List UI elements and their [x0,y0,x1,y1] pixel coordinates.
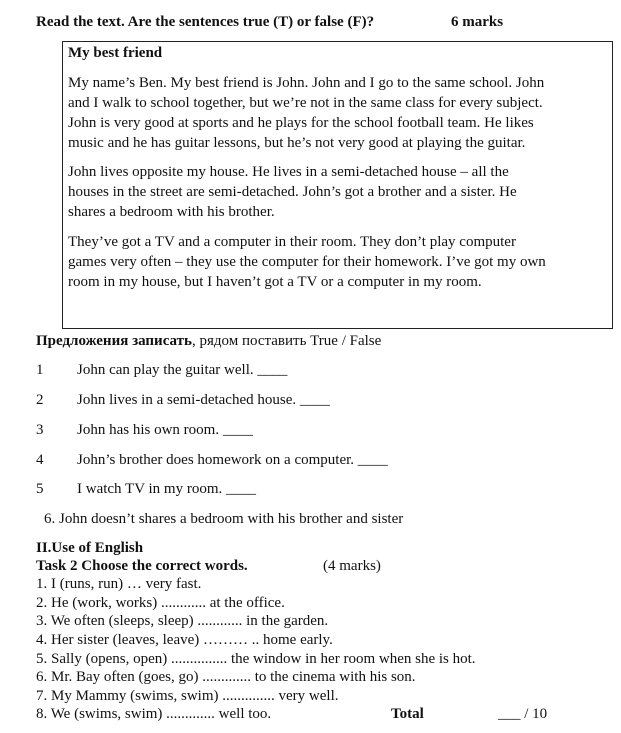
exercise-item: 1. I (runs, run) … very fast. [36,576,202,592]
paragraph-3 [68,232,608,292]
statement-text: John can play the guitar well. ____ [77,362,288,378]
total-label: Total [391,706,424,722]
paragraph-2 [68,162,608,222]
marks-label: 6 marks [451,14,504,30]
exercise-item: 3. We often (sleeps, sleep) ............ in the garden. [36,613,329,629]
paragraph-line: shares a bedroom with his brother. [68,204,275,220]
statement-number: 3 [36,422,44,438]
task-instruction: Read the text. Are the sentences true (T) or false (F)? [36,14,375,30]
paragraph-line: room in my house, but I haven’t got a TV or a computer in my room. [68,274,482,290]
paragraph-line: music and he has guitar lessons, but he’s not very good at playing the guitar. [68,135,526,151]
exercise-item: 2. He (work, works) ............ at the office. [36,595,285,611]
exercise-item: 8. We (swims, swim) ............. well too. [36,706,272,722]
reading-title: My best friend [68,45,163,61]
paragraph-1 [68,73,608,153]
statement-number: 2 [36,392,44,408]
task2-marks: (4 marks) [323,558,381,574]
russian-instruction-bold: Предложения записать [36,333,192,349]
exercise-item: 5. Sally (opens, open) ............... the window in her room when she is hot. [36,651,476,667]
statement-text: John’s brother does homework on a computer. ____ [77,452,388,468]
russian-instruction [36,331,381,351]
paragraph-line: games very often – they use the computer for their homework. I’ve got my own [68,254,546,270]
section-heading: II.Use of English [36,540,144,556]
paragraph-line: John lives opposite my house. He lives in a semi-detached house – all the [68,164,509,180]
statement-number: 4 [36,452,44,468]
paragraph-line: houses in the street are semi-detached. John’s got a brother and a sister. He [68,184,517,200]
total-score: ___ / 10 [498,706,548,722]
russian-instruction-rest: , рядом поставить True / False [191,333,382,349]
cropped-top-text [40,0,44,8]
statement-text: I watch TV in my room. ____ [77,481,257,497]
paragraph-line: John is very good at sports and he plays for the school football team. He likes [68,115,534,131]
statement-text: John lives in a semi-detached house. ____ [77,392,330,408]
exercise-item: 6. Mr. Bay often (goes, go) ............. to the cinema with his son. [36,669,416,685]
paragraph-line: They’ve got a TV and a computer in their room. They don’t play computer [68,234,516,250]
statement-number: 5 [36,481,44,497]
statement-6: 6. John doesn’t shares a bedroom with his brother and sister [44,511,404,527]
statement-number: 1 [36,362,44,378]
paragraph-line: and I walk to school together, but we’re not in the same class for every subject. [68,95,543,111]
exercise-item: 4. Her sister (leaves, leave) ……… .. home early. [36,632,333,648]
statement-text: John has his own room. ____ [77,422,253,438]
task2-title: Task 2 Choose the correct words. [36,558,248,574]
exercise-item: 7. My Mammy (swims, swim) .............. very well. [36,688,339,704]
paragraph-line: My name’s Ben. My best friend is John. John and I go to the same school. John [68,75,545,91]
